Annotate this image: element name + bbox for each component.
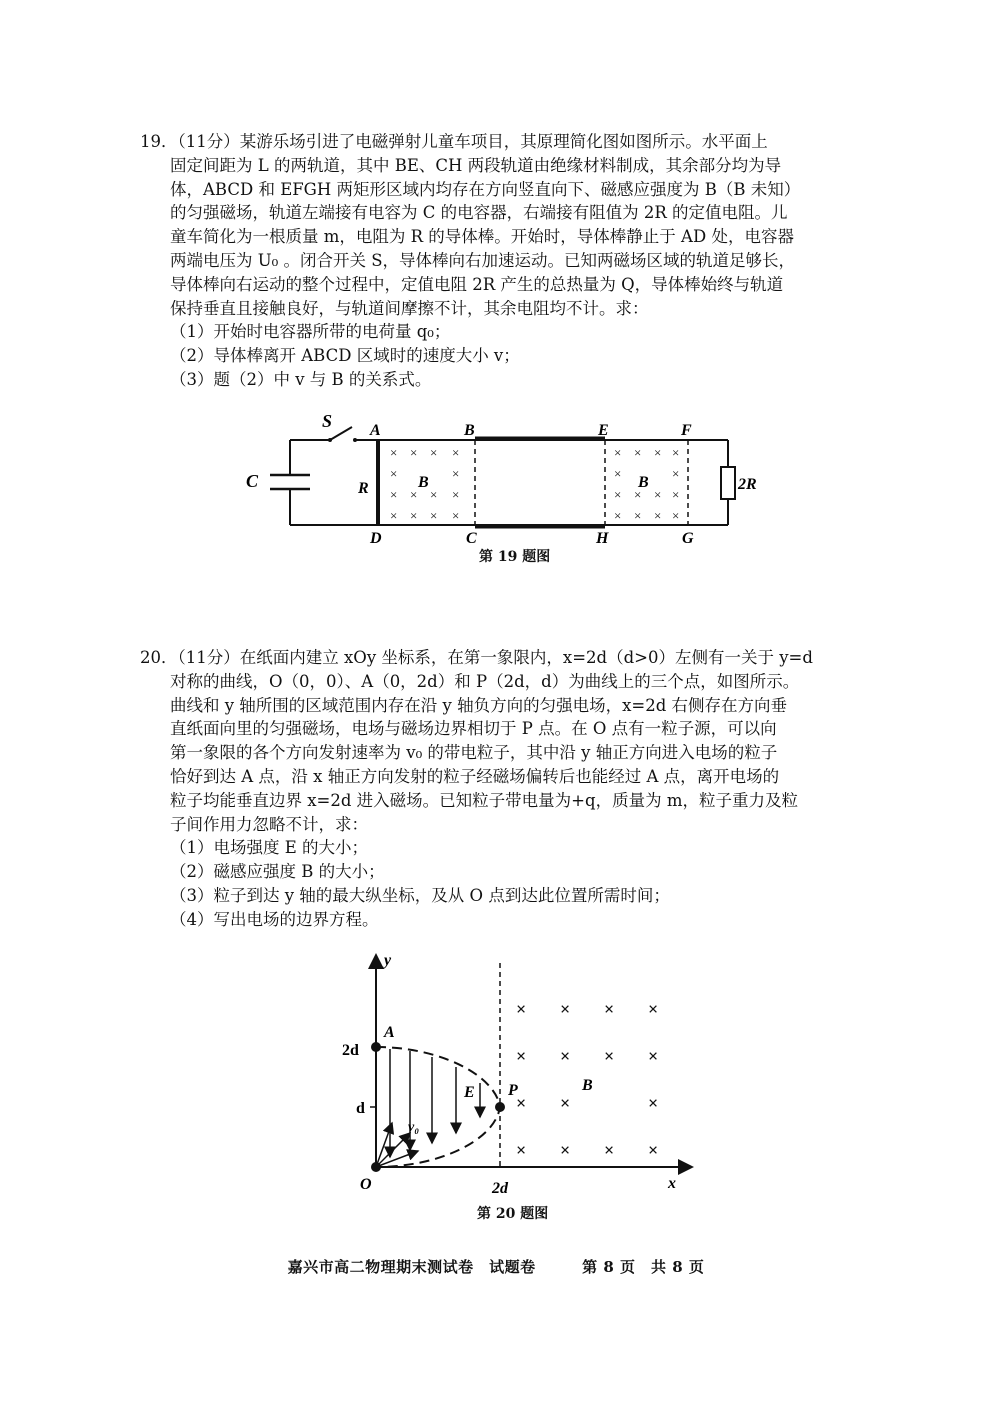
- svg-text:×: ×: [516, 1046, 527, 1066]
- svg-text:×: ×: [654, 445, 662, 460]
- label-field-b2: B: [638, 474, 649, 491]
- svg-text:×: ×: [390, 508, 398, 523]
- q20-line: 恰好到达 A 点，沿 x 轴正方向发射的粒子经磁场偏转后也能经过 A 点，离开电场的: [170, 766, 780, 786]
- figure-19-caption: 第 19 题图: [479, 549, 551, 565]
- svg-text:×: ×: [410, 445, 418, 460]
- figure-20: [330, 945, 700, 1205]
- q19-line: 导体棒向右运动的整个过程中，定值电阻 2R 产生的总热量为 Q，导体棒始终与轨道: [170, 274, 784, 294]
- svg-text:×: ×: [410, 508, 418, 523]
- q20-line: 粒子均能垂直边界 x=2d 进入磁场。已知粒子带电量为+q，质量为 m，粒子重力及粒: [170, 790, 798, 810]
- q20-sub-3: （3）粒子到达 y 轴的最大纵坐标，及从 O 点到达此位置所需时间；: [170, 885, 670, 905]
- svg-text:×: ×: [614, 445, 622, 460]
- svg-text:×: ×: [614, 466, 622, 481]
- figure-19: [230, 405, 770, 550]
- svg-text:×: ×: [452, 445, 460, 460]
- label-a: A: [384, 1024, 395, 1041]
- svg-text:×: ×: [560, 1046, 571, 1066]
- svg-text:×: ×: [410, 487, 418, 502]
- q19-line: 童车简化为一根质量 m，电阻为 R 的导体棒。开始时，导体棒静止于 AD 处，电容器: [170, 227, 794, 247]
- switch-s: [330, 427, 352, 440]
- svg-text:×: ×: [452, 466, 460, 481]
- svg-text:×: ×: [430, 508, 438, 523]
- svg-text:×: ×: [672, 466, 680, 481]
- svg-text:×: ×: [560, 999, 571, 1019]
- label-p: P: [508, 1082, 518, 1099]
- label-e: E: [598, 422, 609, 439]
- svg-text:×: ×: [452, 508, 460, 523]
- svg-text:×: ×: [648, 1140, 659, 1160]
- label-c: C: [466, 530, 477, 547]
- label-b: B: [464, 422, 475, 439]
- electric-field-lines: [390, 1049, 480, 1157]
- svg-text:×: ×: [634, 445, 642, 460]
- q20-line: 20．（11分）在纸面内建立 xOy 坐标系，在第一象限内，x=2d（d>0）左侧有一关于 y=d: [140, 648, 813, 667]
- point-a: [371, 1042, 381, 1052]
- q20-line: 第一象限的各个方向发射速率为 v₀ 的带电粒子，其中沿 y 轴正方向进入电场的粒子: [170, 743, 778, 763]
- question-20: [140, 646, 870, 932]
- point-p: [495, 1102, 505, 1112]
- q19-sub-3: （3）题（2）中 v 与 B 的关系式。: [170, 369, 432, 389]
- svg-text:×: ×: [614, 487, 622, 502]
- label-2r: 2R: [738, 476, 757, 493]
- svg-text:×: ×: [390, 487, 398, 502]
- svg-text:×: ×: [516, 1093, 527, 1113]
- q19-line: 保持垂直且接触良好，与轨道间摩擦不计，其余电阻均不计。求：: [170, 298, 649, 318]
- label-a: A: [370, 422, 381, 439]
- svg-text:×: ×: [672, 445, 680, 460]
- q20-line: 子间作用力忽略不计，求：: [170, 814, 368, 834]
- label-b: B: [582, 1077, 593, 1094]
- q19-line: 两端电压为 U₀ 。闭合开关 S，导体棒向右加速运动。已知两磁场区域的轨道足够长，: [170, 250, 796, 270]
- label-y-axis: y: [384, 952, 392, 969]
- svg-text:×: ×: [516, 999, 527, 1019]
- q20-sub-2: （2）磁感应强度 B 的大小；: [170, 862, 385, 882]
- svg-text:×: ×: [648, 1093, 659, 1113]
- q19-line: 固定间距为 L 的两轨道，其中 BE、CH 两段轨道由绝缘材料制成，其余部分均为导: [170, 155, 782, 175]
- svg-text:×: ×: [648, 1046, 659, 1066]
- q19-line: 的匀强磁场，轨道左端接有电容为 C 的电容器，右端接有阻值为 2R 的定值电阻。儿: [170, 203, 788, 223]
- question-19: [140, 130, 870, 392]
- svg-text:×: ×: [654, 487, 662, 502]
- q19-line: 19．（11分）某游乐场引进了电磁弹射儿童车项目，其原理简化图如图所示。水平面上: [140, 132, 768, 151]
- label-f: F: [681, 422, 692, 439]
- page-footer: 嘉兴市高二物理期末测试卷 试题卷 第 8 页 共 8 页: [287, 1258, 705, 1276]
- svg-text:×: ×: [654, 508, 662, 523]
- svg-text:×: ×: [614, 508, 622, 523]
- q19-sub-1: （1）开始时电容器所带的电荷量 q₀；: [170, 322, 451, 342]
- svg-text:×: ×: [430, 445, 438, 460]
- label-v0: v₀: [408, 1120, 420, 1135]
- label-s: S: [322, 411, 333, 431]
- svg-text:×: ×: [672, 508, 680, 523]
- svg-text:×: ×: [648, 999, 659, 1019]
- q20-line: 对称的曲线，O（0，0）、A（0，2d）和 P（2d，d）为曲线上的三个点，如图所示。: [170, 671, 800, 691]
- label-field-b1: B: [418, 474, 429, 491]
- svg-text:×: ×: [604, 1046, 615, 1066]
- label-2d-x: 2d: [492, 1180, 508, 1197]
- svg-text:×: ×: [672, 487, 680, 502]
- svg-text:×: ×: [604, 999, 615, 1019]
- q20-sub-1: （1）电场强度 E 的大小；: [170, 838, 369, 858]
- q20-line: 直纸面向里的匀强磁场，电场与磁场边界相切于 P 点。在 O 点有一粒子源，可以向: [170, 719, 777, 739]
- svg-text:×: ×: [634, 508, 642, 523]
- svg-text:×: ×: [560, 1140, 571, 1160]
- svg-text:×: ×: [430, 487, 438, 502]
- q19-sub-2: （2）导体棒离开 ABCD 区域时的速度大小 v；: [170, 346, 520, 366]
- q19-line: 体，ABCD 和 EFGH 两矩形区域内均存在方向竖直向下、磁感应强度为 B（B 未知）: [170, 179, 801, 199]
- figure-20-caption: 第 20 题图: [477, 1206, 549, 1222]
- label-2d-y: 2d: [342, 1042, 359, 1059]
- label-d: D: [370, 530, 382, 547]
- label-d-y: d: [356, 1100, 365, 1117]
- svg-text:×: ×: [390, 466, 398, 481]
- svg-text:×: ×: [516, 1140, 527, 1160]
- resistor-2r: [721, 467, 735, 499]
- label-x-axis: x: [668, 1175, 676, 1192]
- svg-text:×: ×: [604, 1140, 615, 1160]
- q20-line: 曲线和 y 轴所围的区域范围内存在沿 y 轴负方向的匀强电场，x=2d 右侧存在方向垂: [170, 695, 788, 715]
- svg-text:×: ×: [390, 445, 398, 460]
- label-e: E: [464, 1084, 475, 1101]
- label-h: H: [596, 530, 609, 547]
- svg-text:×: ×: [634, 487, 642, 502]
- label-o: O: [360, 1176, 372, 1193]
- q20-sub-4: （4）写出电场的边界方程。: [170, 909, 379, 929]
- label-capacitor: C: [246, 471, 259, 491]
- svg-text:×: ×: [560, 1093, 571, 1113]
- label-g: G: [682, 530, 694, 547]
- svg-text:×: ×: [452, 487, 460, 502]
- point-o: [371, 1162, 381, 1172]
- label-r: R: [358, 480, 369, 497]
